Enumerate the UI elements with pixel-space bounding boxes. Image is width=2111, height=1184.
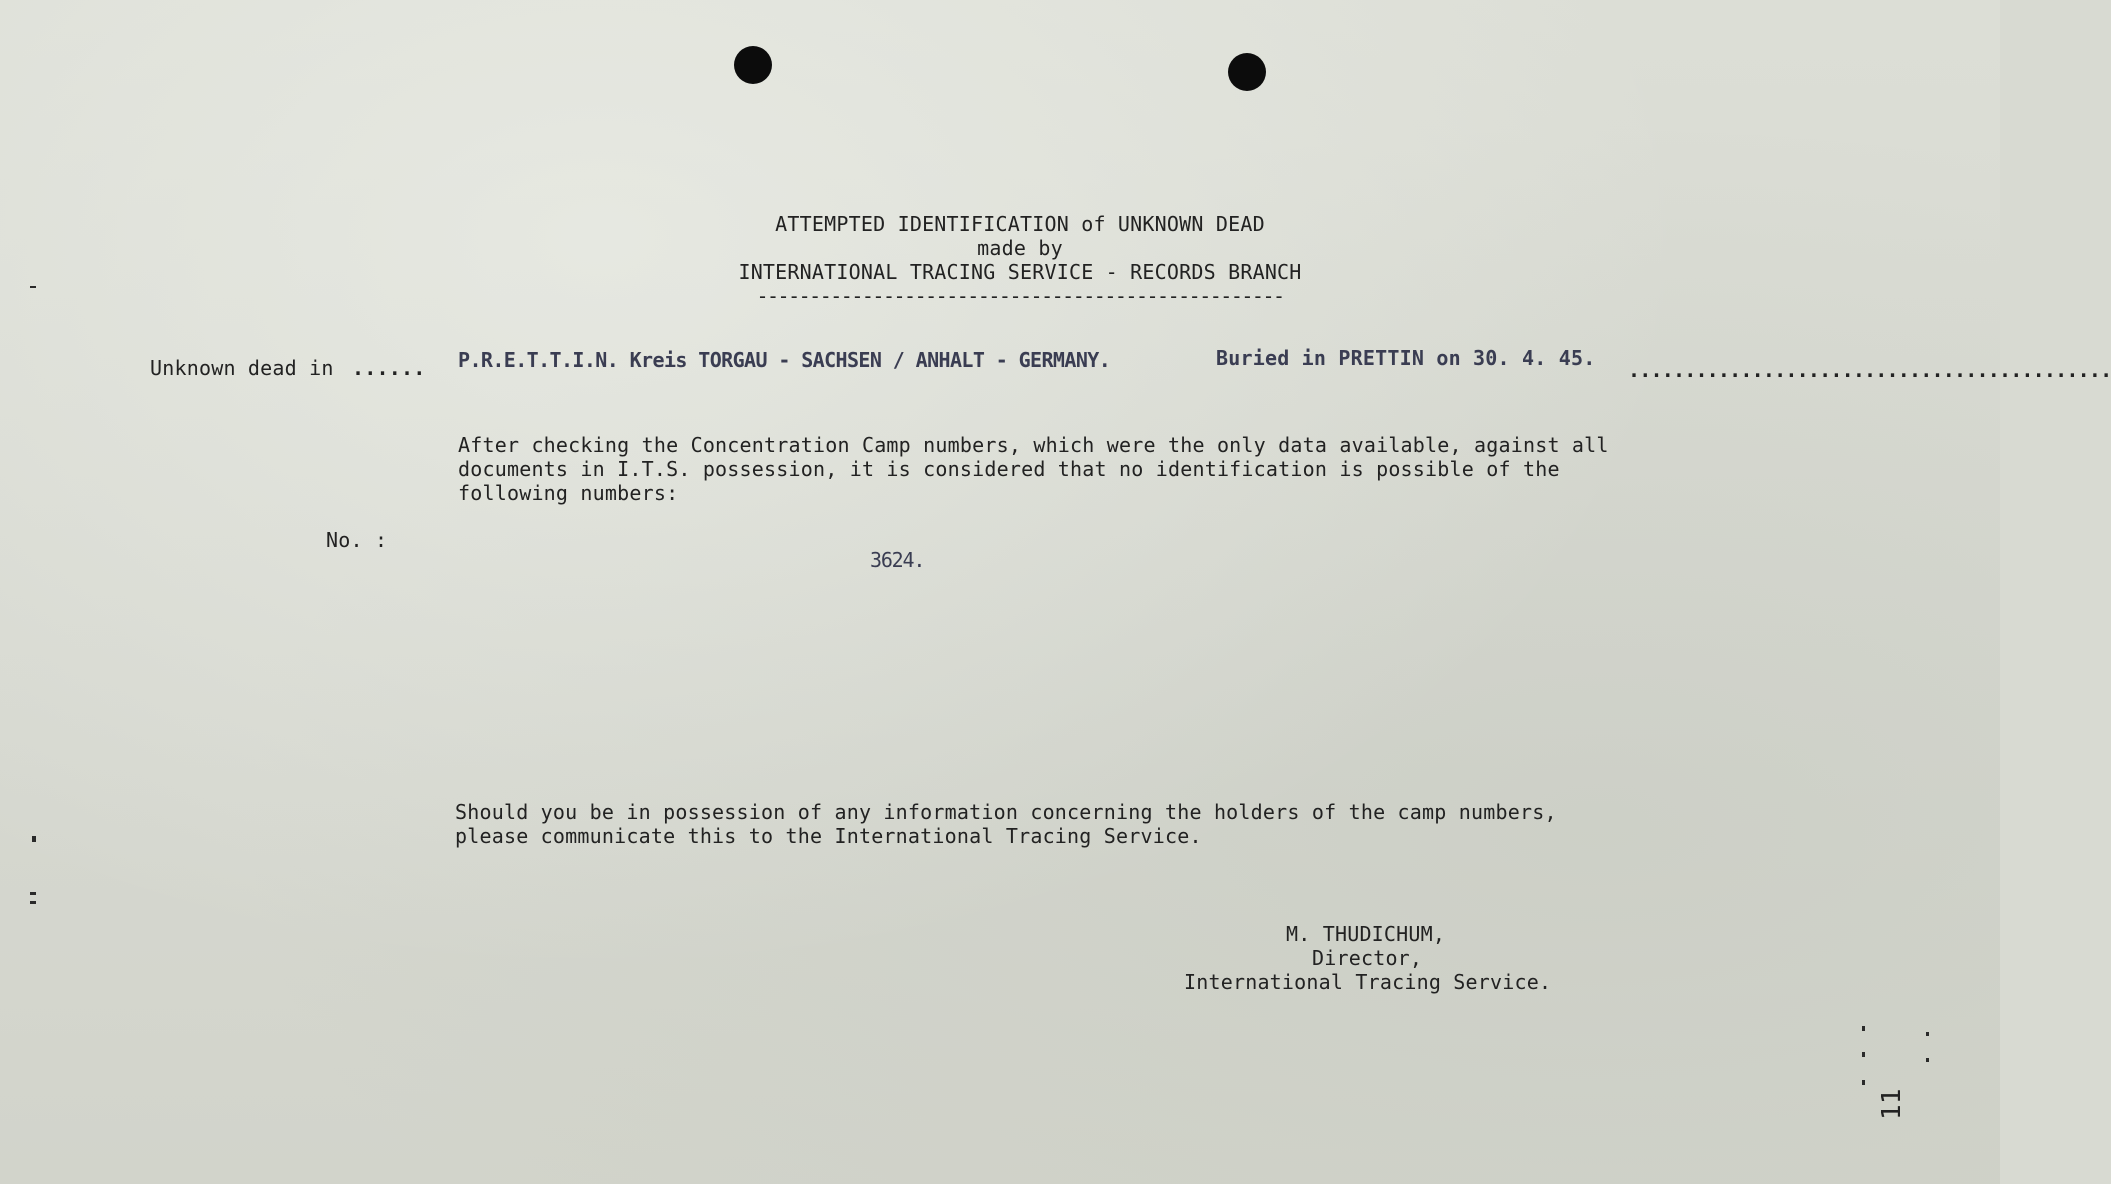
- header-rule: --------------------------------------------------: [756, 284, 1284, 308]
- unknown-dead-label: Unknown dead in: [150, 356, 334, 380]
- closing-line-2: please communicate this to the International Tracing Service.: [455, 824, 1202, 848]
- camp-number: 3624.: [870, 548, 925, 572]
- margin-speck: [1862, 1026, 1865, 1031]
- unknown-dead-location: P.R.E.T.T.I.N. Kreis TORGAU - SACHSEN / ANHALT - GERMANY.: [458, 348, 1111, 372]
- punch-hole-right: [1228, 53, 1266, 91]
- signatory-name: M. THUDICHUM,: [1286, 922, 1446, 946]
- unknown-dead-trailing-dots: ...........................................: [1628, 358, 2111, 382]
- document-title: ATTEMPTED IDENTIFICATION of UNKNOWN DEAD: [775, 212, 1265, 236]
- signatory-organization: International Tracing Service.: [1184, 970, 1552, 994]
- intro-line-3: following numbers:: [458, 481, 679, 505]
- document-subtitle: made by: [977, 236, 1063, 260]
- punch-hole-left: [734, 46, 772, 84]
- margin-speck: [30, 901, 36, 904]
- numbers-label: No. :: [326, 528, 388, 552]
- closing-line-1: Should you be in possession of any information concerning the holders of the camp numbers,: [455, 800, 1557, 824]
- issuing-organization: INTERNATIONAL TRACING SERVICE - RECORDS BRANCH: [738, 260, 1302, 284]
- signatory-title: Director,: [1312, 946, 1423, 970]
- margin-speck: [32, 836, 36, 842]
- page-marker-number: 11: [1877, 1088, 1907, 1120]
- margin-speck: [1926, 1032, 1929, 1036]
- burial-info: Buried in PRETTIN on 30. 4. 45.: [1216, 346, 1596, 370]
- margin-speck: [1862, 1080, 1865, 1085]
- margin-speck: [1862, 1052, 1865, 1057]
- intro-line-1: After checking the Concentration Camp numbers, which were the only data available, against all: [458, 433, 1609, 457]
- unknown-dead-leader: ......: [352, 356, 426, 380]
- margin-speck: [1926, 1058, 1929, 1062]
- intro-line-2: documents in I.T.S. possession, it is considered that no identification is possible of the: [458, 457, 1560, 481]
- margin-speck: [30, 286, 36, 288]
- margin-speck: [30, 892, 36, 895]
